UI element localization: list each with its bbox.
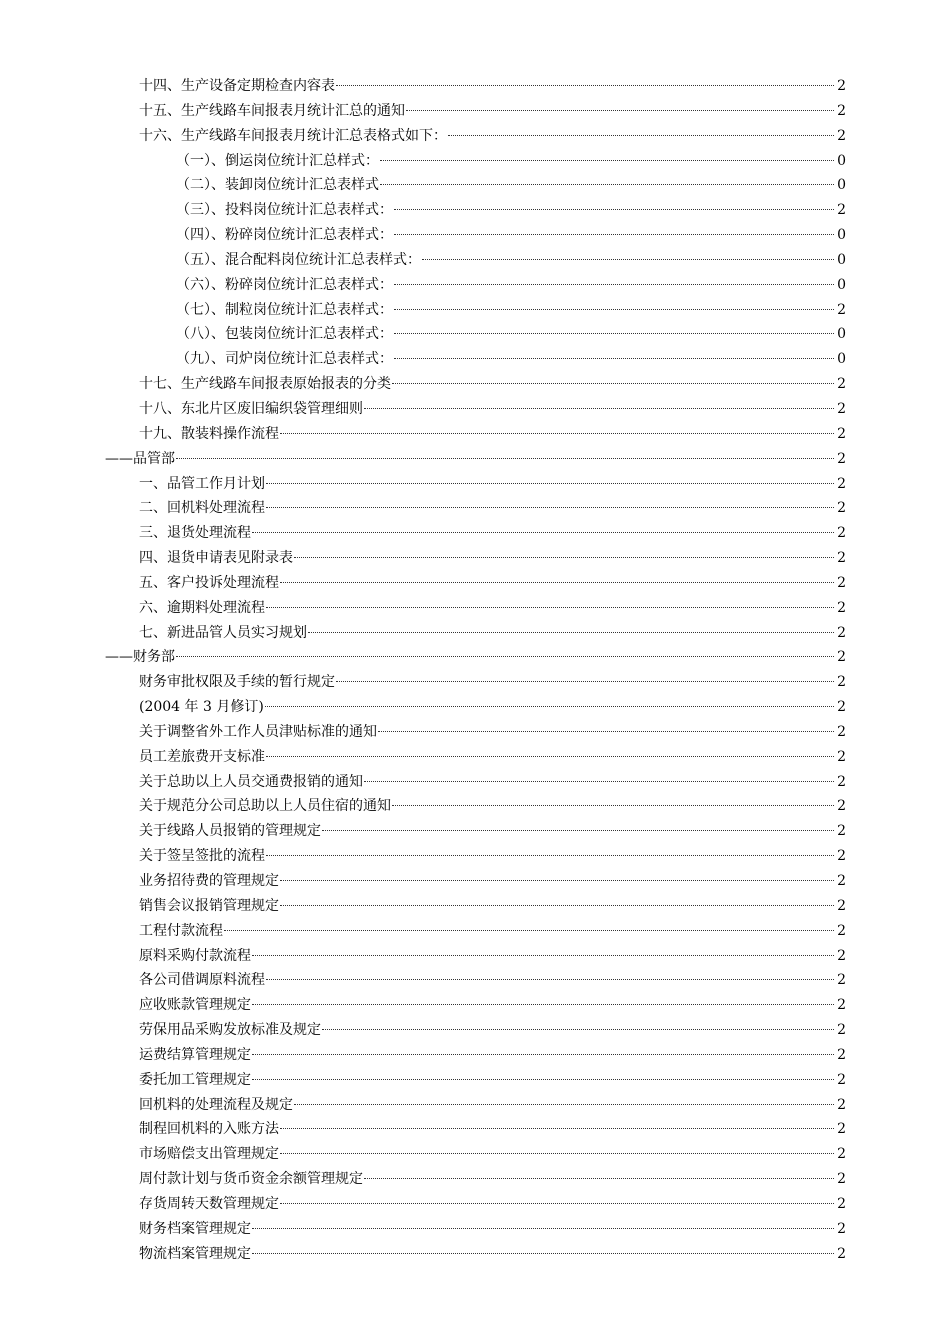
- toc-entry-title: 四、退货申请表见附录表: [139, 550, 293, 567]
- toc-entry[interactable]: [0, 1093, 950, 1118]
- dot-leader: [280, 905, 834, 906]
- toc-entry-title: 回机料的处理流程及规定: [139, 1096, 293, 1113]
- dot-leader: [380, 184, 834, 185]
- toc-entry-title: 周付款计划与货币资金余额管理规定: [139, 1171, 363, 1188]
- toc-entry-title: 市场赔偿支出管理规定: [139, 1146, 279, 1163]
- toc-entry-page-number: 0: [837, 227, 846, 244]
- toc-entry[interactable]: [0, 397, 950, 422]
- toc-entry-page-number: 2: [837, 997, 846, 1014]
- toc-entry-title: 劳保用品采购发放标准及规定: [139, 1022, 321, 1039]
- dot-leader: [394, 284, 834, 285]
- toc-entry-title: （七）、制粒岗位统计汇总表样式：: [176, 301, 393, 318]
- toc-entry-page-number: 2: [837, 699, 846, 716]
- toc-entry-title: 十九、散装料操作流程: [139, 425, 279, 442]
- toc-entry-page-number: 2: [837, 674, 846, 691]
- toc-entry[interactable]: [0, 496, 950, 521]
- toc-entry-page-number: 2: [837, 1220, 846, 1237]
- toc-entry-title: 财务审批权限及手续的暂行规定: [139, 674, 335, 691]
- dot-leader: [176, 458, 834, 459]
- toc-entry-title: （六）、粉碎岗位统计汇总表样式：: [176, 276, 393, 293]
- table-of-contents: [0, 74, 950, 1267]
- dot-leader: [394, 309, 834, 310]
- dot-leader: [252, 1228, 834, 1229]
- toc-entry[interactable]: [0, 745, 950, 770]
- toc-entry[interactable]: [0, 1068, 950, 1093]
- toc-entry[interactable]: [0, 248, 950, 273]
- toc-entry-title: 销售会议报销管理规定: [139, 897, 279, 914]
- dot-leader: [392, 805, 834, 806]
- toc-entry-page-number: 2: [837, 1022, 846, 1039]
- dot-leader: [364, 781, 834, 782]
- dot-leader: [294, 1104, 834, 1105]
- dot-leader: [394, 209, 834, 210]
- toc-entry-page-number: 0: [837, 251, 846, 268]
- toc-entry-title: 关于总助以上人员交通费报销的通知: [139, 773, 363, 790]
- dot-leader: [394, 333, 834, 334]
- toc-entry-page-number: 2: [837, 475, 846, 492]
- dot-leader: [266, 756, 834, 757]
- dot-leader: [280, 582, 834, 583]
- toc-entry-title: 关于签呈签批的流程: [139, 848, 265, 865]
- toc-entry-page-number: 0: [837, 326, 846, 343]
- toc-entry[interactable]: [0, 198, 950, 223]
- toc-entry[interactable]: [0, 794, 950, 819]
- dot-leader: [392, 383, 834, 384]
- toc-entry-page-number: 2: [837, 1096, 846, 1113]
- toc-entry[interactable]: [0, 993, 950, 1018]
- toc-entry[interactable]: [0, 1242, 950, 1267]
- dot-leader: [252, 1079, 834, 1080]
- toc-entry-page-number: 2: [837, 972, 846, 989]
- toc-entry-title: ——财务部: [105, 649, 175, 666]
- dot-leader: [448, 135, 834, 136]
- toc-entry[interactable]: [0, 1043, 950, 1068]
- toc-entry[interactable]: [0, 1192, 950, 1217]
- toc-entry-title: （一）、倒运岗位统计汇总样式：: [176, 152, 379, 169]
- dot-leader: [266, 979, 834, 980]
- dot-leader: [294, 557, 834, 558]
- toc-entry-title: （二）、装卸岗位统计汇总表样式: [176, 177, 379, 194]
- toc-entry-title: 关于规范分公司总助以上人员住宿的通知: [139, 798, 391, 815]
- toc-entry-page-number: 2: [837, 1046, 846, 1063]
- toc-entry-page-number: 2: [837, 1195, 846, 1212]
- dot-leader: [308, 632, 834, 633]
- toc-entry-page-number: 2: [837, 723, 846, 740]
- toc-entry[interactable]: [0, 944, 950, 969]
- toc-entry-page-number: 2: [837, 500, 846, 517]
- dot-leader: [394, 234, 834, 235]
- toc-entry-page-number: 2: [837, 400, 846, 417]
- dot-leader: [422, 259, 834, 260]
- toc-entry[interactable]: [0, 273, 950, 298]
- dot-leader: [265, 706, 834, 707]
- toc-entry-title: 十五、生产线路车间报表月统计汇总的通知: [139, 102, 405, 119]
- toc-entry-title: 七、新进品管人员实习规划: [139, 624, 307, 641]
- dot-leader: [364, 1178, 834, 1179]
- dot-leader: [252, 1253, 834, 1254]
- toc-entry-title: 六、逾期料处理流程: [139, 599, 265, 616]
- toc-entry-page-number: 2: [837, 574, 846, 591]
- toc-entry-title: 业务招待费的管理规定: [139, 873, 279, 889]
- toc-entry[interactable]: [0, 322, 950, 347]
- toc-entry-page-number: 0: [837, 276, 846, 293]
- toc-entry[interactable]: [0, 621, 950, 646]
- toc-entry-page-number: 2: [837, 599, 846, 616]
- toc-entry[interactable]: [0, 695, 950, 720]
- toc-entry-title: 工程付款流程: [139, 922, 223, 939]
- toc-entry-page-number: 2: [837, 550, 846, 567]
- toc-entry-page-number: 2: [837, 624, 846, 641]
- toc-entry[interactable]: [0, 720, 950, 745]
- toc-entry-title: （八）、包装岗位统计汇总表样式：: [176, 326, 393, 343]
- toc-entry-page-number: 2: [837, 649, 846, 666]
- toc-entry[interactable]: [0, 298, 950, 323]
- toc-entry-title: 二、回机料处理流程: [139, 500, 265, 517]
- dot-leader: [266, 483, 834, 484]
- dot-leader: [266, 607, 834, 608]
- toc-entry[interactable]: [0, 596, 950, 621]
- toc-entry-page-number: 2: [837, 748, 846, 765]
- dot-leader: [252, 955, 834, 956]
- toc-entry-page-number: 2: [837, 848, 846, 865]
- toc-entry-page-number: 2: [837, 301, 846, 318]
- toc-entry-page-number: 2: [837, 127, 846, 144]
- dot-leader: [280, 1203, 834, 1204]
- toc-entry-title: （五）、混合配料岗位统计汇总表样式：: [176, 251, 421, 268]
- toc-entry-title: 财务档案管理规定: [139, 1220, 251, 1237]
- toc-entry[interactable]: [0, 521, 950, 546]
- toc-entry[interactable]: [0, 571, 950, 596]
- toc-entry[interactable]: [0, 1167, 950, 1192]
- toc-entry[interactable]: [0, 1217, 950, 1242]
- toc-entry-page-number: 0: [837, 177, 846, 194]
- toc-entry[interactable]: [0, 99, 950, 124]
- toc-entry[interactable]: [0, 894, 950, 919]
- dot-leader: [280, 433, 834, 434]
- toc-entry-page-number: 2: [837, 1146, 846, 1163]
- toc-entry-title: 原料采购付款流程: [139, 947, 251, 964]
- toc-entry[interactable]: [0, 968, 950, 993]
- toc-entry-page-number: 2: [837, 525, 846, 542]
- dot-leader: [394, 358, 834, 359]
- toc-entry-title: 关于线路人员报销的管理规定: [139, 823, 321, 840]
- toc-entry[interactable]: [0, 670, 950, 695]
- toc-entry-page-number: 2: [837, 947, 846, 964]
- toc-entry[interactable]: [0, 447, 950, 472]
- dot-leader: [378, 731, 834, 732]
- dot-leader: [364, 408, 834, 409]
- toc-entry-page-number: 2: [837, 1071, 846, 1088]
- toc-entry-title: 员工差旅费开支标准: [139, 748, 265, 765]
- toc-entry[interactable]: [0, 472, 950, 497]
- toc-entry-title: 五、客户投诉处理流程: [139, 574, 279, 591]
- toc-entry[interactable]: [0, 223, 950, 248]
- toc-entry-page-number: 2: [837, 450, 846, 467]
- toc-entry[interactable]: [0, 372, 950, 397]
- dot-leader: [280, 1153, 834, 1154]
- toc-entry[interactable]: [0, 173, 950, 198]
- toc-entry-title: 应收账款管理规定: [139, 997, 251, 1014]
- toc-entry[interactable]: [0, 869, 950, 894]
- toc-entry-page-number: 2: [837, 922, 846, 939]
- toc-entry-page-number: 2: [837, 102, 846, 119]
- toc-entry-page-number: 2: [837, 798, 846, 815]
- toc-entry[interactable]: [0, 919, 950, 944]
- dot-leader: [336, 85, 834, 86]
- dot-leader: [280, 1128, 834, 1129]
- toc-entry-title: 十六、生产线路车间报表月统计汇总表格式如下：: [139, 127, 447, 144]
- toc-entry-title: ——品管部: [105, 450, 175, 467]
- toc-entry-title: 委托加工管理规定: [139, 1071, 251, 1088]
- toc-entry-page-number: 2: [837, 873, 846, 889]
- toc-entry-page-number: 2: [837, 376, 846, 393]
- toc-entry-title: 十八、东北片区废旧编织袋管理细则: [139, 400, 363, 417]
- toc-entry-page-number: 2: [837, 202, 846, 219]
- toc-entry-page-number: 2: [837, 823, 846, 840]
- toc-entry-title: （四）、粉碎岗位统计汇总表样式：: [176, 227, 393, 244]
- toc-entry-title: (2004 年 3 月修订): [139, 699, 264, 716]
- dot-leader: [336, 681, 834, 682]
- toc-entry[interactable]: [0, 1117, 950, 1142]
- toc-entry-title: 关于调整省外工作人员津贴标准的通知: [139, 723, 377, 740]
- dot-leader: [252, 532, 834, 533]
- dot-leader: [322, 1029, 834, 1030]
- toc-entry-title: 物流档案管理规定: [139, 1245, 251, 1262]
- dot-leader: [322, 830, 834, 831]
- toc-entry-title: 存货周转天数管理规定: [139, 1195, 279, 1212]
- toc-entry[interactable]: [0, 844, 950, 869]
- toc-entry-title: 三、退货处理流程: [139, 525, 251, 542]
- toc-entry[interactable]: [0, 149, 950, 174]
- toc-entry-title: 各公司借调原料流程: [139, 972, 265, 989]
- dot-leader: [176, 656, 834, 657]
- toc-entry[interactable]: [0, 124, 950, 149]
- toc-entry[interactable]: [0, 645, 950, 670]
- toc-entry-page-number: 2: [837, 1121, 846, 1138]
- dot-leader: [406, 110, 834, 111]
- toc-entry[interactable]: [0, 546, 950, 571]
- toc-entry-title: （九）、司炉岗位统计汇总表样式：: [176, 351, 393, 368]
- dot-leader: [266, 855, 834, 856]
- toc-entry-title: 制程回机料的入账方法: [139, 1121, 279, 1138]
- toc-entry-page-number: 2: [837, 897, 846, 914]
- toc-entry-title: （三）、投料岗位统计汇总表样式：: [176, 202, 393, 219]
- toc-entry-title: 运费结算管理规定: [139, 1046, 251, 1063]
- toc-entry-page-number: 2: [837, 1245, 846, 1262]
- toc-entry-page-number: 2: [837, 78, 846, 94]
- toc-entry-page-number: 2: [837, 425, 846, 442]
- toc-entry-title: 十七、生产线路车间报表原始报表的分类: [139, 376, 391, 393]
- toc-entry-page-number: 0: [837, 152, 846, 169]
- toc-entry[interactable]: [0, 819, 950, 844]
- toc-entry-page-number: 2: [837, 1171, 846, 1188]
- toc-entry-title: 一、品管工作月计划: [139, 475, 265, 492]
- dot-leader: [224, 930, 834, 931]
- toc-entry[interactable]: [0, 1018, 950, 1043]
- toc-entry[interactable]: [0, 74, 950, 99]
- toc-entry-page-number: 0: [837, 351, 846, 368]
- toc-entry-title: 十四、生产设备定期检查内容表: [139, 78, 335, 94]
- toc-entry[interactable]: [0, 770, 950, 795]
- dot-leader: [280, 880, 834, 881]
- dot-leader: [252, 1054, 834, 1055]
- dot-leader: [380, 160, 834, 161]
- toc-entry[interactable]: [0, 347, 950, 372]
- toc-entry-page-number: 2: [837, 773, 846, 790]
- dot-leader: [266, 507, 834, 508]
- dot-leader: [252, 1004, 834, 1005]
- toc-entry[interactable]: [0, 422, 950, 447]
- toc-entry[interactable]: [0, 1142, 950, 1167]
